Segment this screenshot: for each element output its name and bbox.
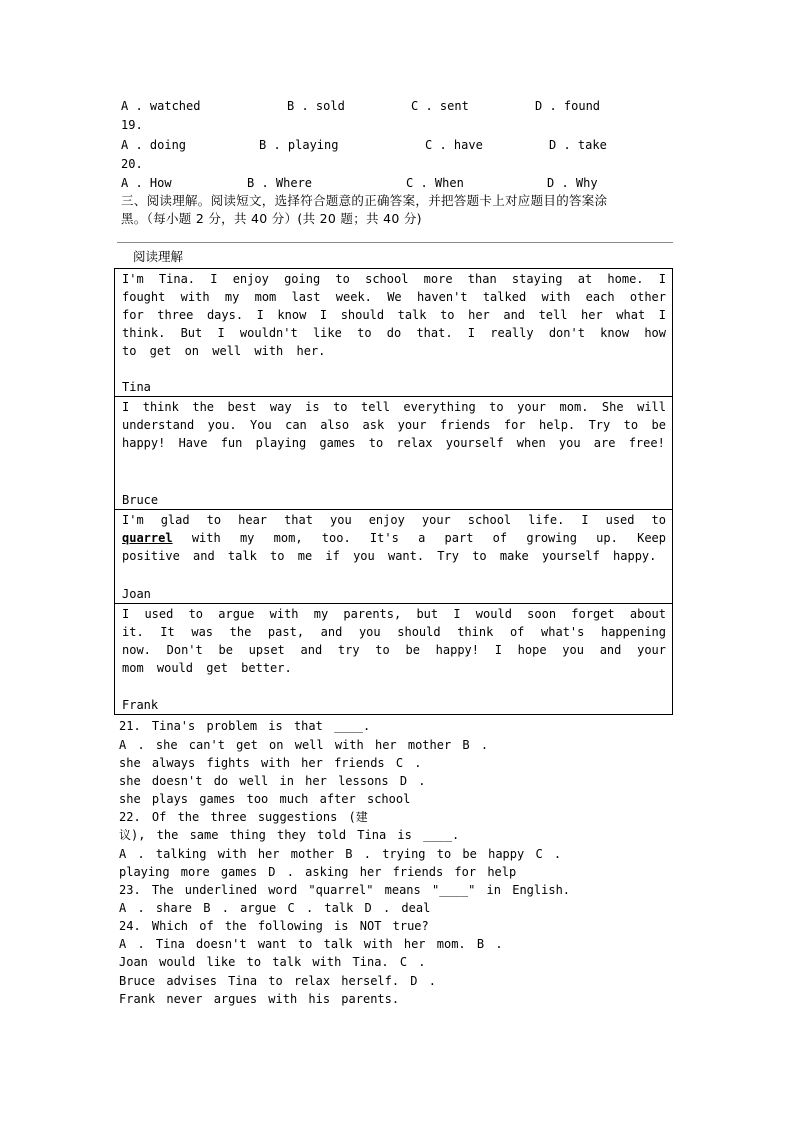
q19-option-d: D . take xyxy=(549,138,607,152)
q23-options: A . share B . argue C . talk D . deal xyxy=(119,901,431,915)
q23-stem: 23. The underlined word "quarrel" means "____" in English. xyxy=(119,883,571,897)
q24-stem: 24. Which of the following is NOT true? xyxy=(119,919,429,933)
q20-option-b: B . Where xyxy=(247,176,313,190)
q20-options xyxy=(121,174,681,192)
letter-name-joan: Joan xyxy=(122,587,151,601)
q24-options-line2: Joan would like to talk with Tina. C . xyxy=(119,955,426,969)
q24-options-line1: A . Tina doesn't want to talk with her mom. B . xyxy=(119,937,503,951)
reading-header: 阅读理解 xyxy=(133,249,184,264)
letter-name-frank: Frank xyxy=(122,698,159,712)
letter-text-joan-part1: I'm glad to hear that you enjoy your school life. I used to xyxy=(122,513,666,527)
q18-option-d: D . found xyxy=(535,99,601,113)
q18-option-c: C . sent xyxy=(411,99,469,113)
letter-cell-joan xyxy=(115,510,672,604)
q19-option-c: C . have xyxy=(425,138,483,152)
q20-option-d: D . Why xyxy=(547,176,598,190)
letters-table xyxy=(114,268,673,715)
q20-number: 20. xyxy=(121,157,143,171)
letter-text-frank: I used to argue with my parents, but I would soon forget about it. It was the past, and you should think of what's happening now. Don't be upset and try to be happy! I hope you and your mom would get better. xyxy=(122,607,666,675)
q21-options-line4: she plays games too much after school xyxy=(119,792,411,806)
q24-options-line3: Bruce advises Tina to relax herself. D . xyxy=(119,974,436,988)
q18-option-a: A . watched xyxy=(121,99,201,113)
letter-cell-frank xyxy=(115,604,672,716)
q22-stem-line1: 22. Of the three suggestions (建 xyxy=(119,810,368,824)
letter-text-tina: I'm Tina. I enjoy going to school more than staying at home. I fought with my mom last week. We haven't talked with each other for three days. I know I should talk to her and tell her what I think. But I wouldn't like to do that. I really don't know how to get on well with her. xyxy=(122,272,666,358)
q19-option-b: B . playing xyxy=(259,138,339,152)
q21-options-line1: A . she can't get on well with her mother B . xyxy=(119,738,489,752)
section3-instructions-line2: 黑。（每小题 2 分，共 40 分）(共 20 题；共 40 分) xyxy=(121,211,422,226)
q20-option-a: A . How xyxy=(121,176,172,190)
q21-options-line3: she doesn't do well in her lessons D . xyxy=(119,774,426,788)
section3-instructions-line1: 三、阅读理解。阅读短文，选择符合题意的正确答案，并把答题卡上对应题目的答案涂 xyxy=(121,193,608,208)
q19-options xyxy=(121,136,681,154)
q19-option-a: A . doing xyxy=(121,138,187,152)
letter-text-bruce: I think the best way is to tell everything to your mom. She will understand you. You can also ask your friends for help. Try to be happy! Have fun playing games to relax yourself when you are free! xyxy=(122,400,666,450)
letter-cell-bruce xyxy=(115,397,672,510)
underlined-word-quarrel: quarrel xyxy=(122,531,173,545)
letter-text-joan-part2: with my mom, too. It's a part of growing up. Keep positive and talk to me if you want. Try to make yourself happy. xyxy=(122,531,666,563)
q19-number: 19. xyxy=(121,118,143,132)
letter-text-joan xyxy=(122,511,666,565)
letter-cell-tina xyxy=(115,269,672,397)
q24-options-line4: Frank never argues with his parents. xyxy=(119,992,400,1006)
q22-options-line2: playing more games D . asking her friends for help xyxy=(119,865,517,879)
letter-name-bruce: Bruce xyxy=(122,493,159,507)
q22-options-line1: A . talking with her mother B . trying to be happy C . xyxy=(119,847,562,861)
q22-stem-line2: 议), the same thing they told Tina is ____. xyxy=(119,828,460,842)
letter-name-tina: Tina xyxy=(122,380,151,394)
section-divider xyxy=(117,242,673,243)
q20-option-c: C . When xyxy=(406,176,464,190)
q18-options xyxy=(121,97,681,115)
q18-option-b: B . sold xyxy=(287,99,345,113)
q21-stem: 21. Tina's problem is that ____. xyxy=(119,719,371,733)
q21-options-line2: she always fights with her friends C . xyxy=(119,756,422,770)
